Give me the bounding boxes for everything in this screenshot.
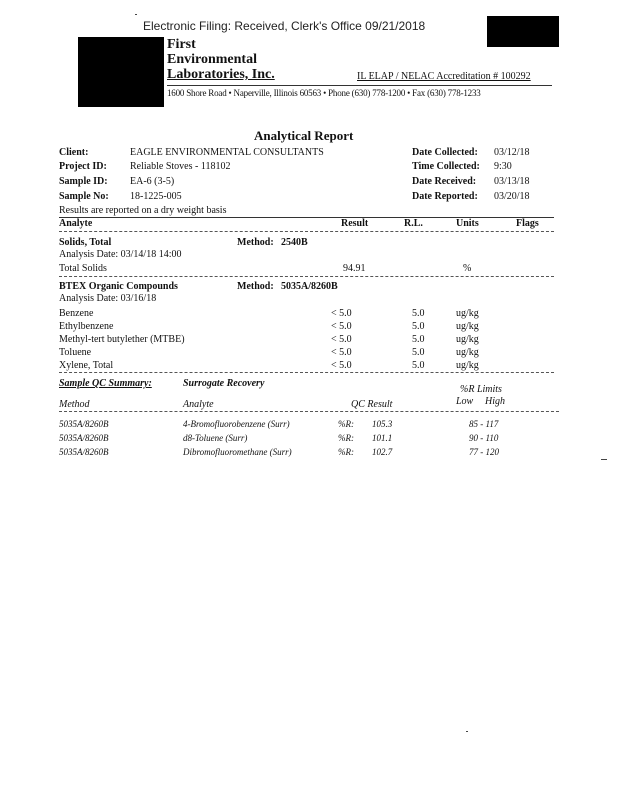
qc-row-method: 5035A/8260B <box>59 419 109 429</box>
date-reported-label: Date Reported: <box>412 191 478 202</box>
qc-col-result: QC Result <box>351 399 393 410</box>
solids-method: 2540B <box>281 237 308 248</box>
solids-analysis-date: Analysis Date: 03/14/18 14:00 <box>59 249 182 260</box>
row-result: < 5.0 <box>331 334 352 345</box>
qc-row-range: 90 - 110 <box>469 433 499 443</box>
qc-row-result: 105.3 <box>372 419 393 429</box>
scan-speck <box>466 731 468 732</box>
btex-analysis-date: Analysis Date: 03/16/18 <box>59 293 157 304</box>
row-analyte: Methyl-tert butylether (MTBE) <box>59 334 185 345</box>
qc-col-low: Low <box>456 396 474 407</box>
accreditation: IL ELAP / NELAC Accreditation # 100292 <box>357 71 531 82</box>
qc-header-rule <box>59 411 559 412</box>
qc-row-type: %R: <box>338 447 354 457</box>
btex-method: 5035A/8260B <box>281 281 338 292</box>
lab-name-line3: Laboratories, Inc. <box>167 67 275 82</box>
qc-col-analyte: Analyte <box>183 399 214 410</box>
row-units: ug/kg <box>456 360 479 371</box>
qc-row-result: 102.7 <box>372 447 393 457</box>
qc-row-result: 101.1 <box>372 433 393 443</box>
row-analyte: Total Solids <box>59 263 107 274</box>
row-rl: 5.0 <box>412 308 425 319</box>
qc-row-range: 85 - 117 <box>469 419 499 429</box>
row-result: 94.91 <box>343 263 366 274</box>
qc-row-method: 5035A/8260B <box>59 447 109 457</box>
qc-col-high: High <box>485 396 505 407</box>
row-rl: 5.0 <box>412 334 425 345</box>
qc-row-analyte: 4-Bromofluorobenzene (Surr) <box>183 419 290 429</box>
time-collected-value: 9:30 <box>494 161 512 172</box>
row-result: < 5.0 <box>331 347 352 358</box>
qc-row-type: %R: <box>338 433 354 443</box>
qc-limits-label: %R Limits <box>460 384 502 395</box>
row-analyte: Toluene <box>59 347 92 358</box>
report-title: Analytical Report <box>254 128 354 143</box>
lab-name-line2: Environmental <box>167 52 257 67</box>
row-rl: 5.0 <box>412 321 425 332</box>
btex-rule <box>59 372 554 373</box>
btex-title: BTEX Organic Compounds <box>59 281 178 292</box>
row-rl: 5.0 <box>412 360 425 371</box>
row-units: ug/kg <box>456 321 479 332</box>
solids-rule <box>59 276 554 277</box>
filing-stamp: Electronic Filing: Received, Clerk's Office 09/21/2018 <box>143 19 426 33</box>
col-units: Units <box>456 218 479 229</box>
header-rule-bottom <box>59 231 554 232</box>
row-units: % <box>463 263 472 274</box>
row-units: ug/kg <box>456 347 479 358</box>
date-collected-label: Date Collected: <box>412 147 478 158</box>
qc-title: Sample QC Summary: <box>59 378 152 389</box>
client-value: EAGLE ENVIRONMENTAL CONSULTANTS <box>130 147 324 158</box>
btex-method-label: Method: <box>237 281 274 292</box>
qc-subtitle: Surrogate Recovery <box>183 378 265 389</box>
row-analyte: Ethylbenzene <box>59 321 114 332</box>
solids-title: Solids, Total <box>59 237 112 248</box>
scan-speck <box>601 459 607 460</box>
row-analyte: Benzene <box>59 308 94 319</box>
row-result: < 5.0 <box>331 308 352 319</box>
project-label: Project ID: <box>59 161 107 172</box>
project-value: Reliable Stoves - 118102 <box>130 161 231 172</box>
lab-address: 1600 Shore Road • Naperville, Illinois 60563 • Phone (630) 778-1200 • Fax (630) 778-1233 <box>167 88 481 98</box>
time-collected-label: Time Collected: <box>412 161 480 172</box>
date-received-value: 03/13/18 <box>494 176 530 187</box>
sample-no-value: 18-1225-005 <box>130 191 182 202</box>
qc-row-analyte: d8-Toluene (Surr) <box>183 433 248 443</box>
col-analyte: Analyte <box>59 218 93 229</box>
sample-id-label: Sample ID: <box>59 176 108 187</box>
qc-row-range: 77 - 120 <box>469 447 499 457</box>
date-received-label: Date Received: <box>412 176 477 187</box>
redaction-box-top-right <box>487 16 559 47</box>
client-label: Client: <box>59 147 89 158</box>
sample-id-value: EA-6 (3-5) <box>130 176 175 187</box>
row-units: ug/kg <box>456 308 479 319</box>
row-analyte: Xylene, Total <box>59 360 114 371</box>
sample-no-label: Sample No: <box>59 191 109 202</box>
qc-row-method: 5035A/8260B <box>59 433 109 443</box>
lab-name-line1: First <box>167 37 196 52</box>
col-rl: R.L. <box>404 218 423 229</box>
lab-logo-redacted <box>78 37 164 107</box>
row-rl: 5.0 <box>412 347 425 358</box>
qc-row-analyte: Dibromofluoromethane (Surr) <box>183 447 292 457</box>
col-result: Result <box>341 218 369 229</box>
date-collected-value: 03/12/18 <box>494 147 530 158</box>
scan-speck <box>135 14 137 15</box>
qc-col-method: Method <box>59 399 90 410</box>
letterhead-rule <box>167 85 552 86</box>
basis-note: Results are reported on a dry weight basis <box>59 205 227 216</box>
col-flags: Flags <box>516 218 539 229</box>
qc-row-type: %R: <box>338 419 354 429</box>
solids-method-label: Method: <box>237 237 274 248</box>
row-units: ug/kg <box>456 334 479 345</box>
row-result: < 5.0 <box>331 360 352 371</box>
date-reported-value: 03/20/18 <box>494 191 530 202</box>
header-rule-top <box>59 217 554 218</box>
row-result: < 5.0 <box>331 321 352 332</box>
